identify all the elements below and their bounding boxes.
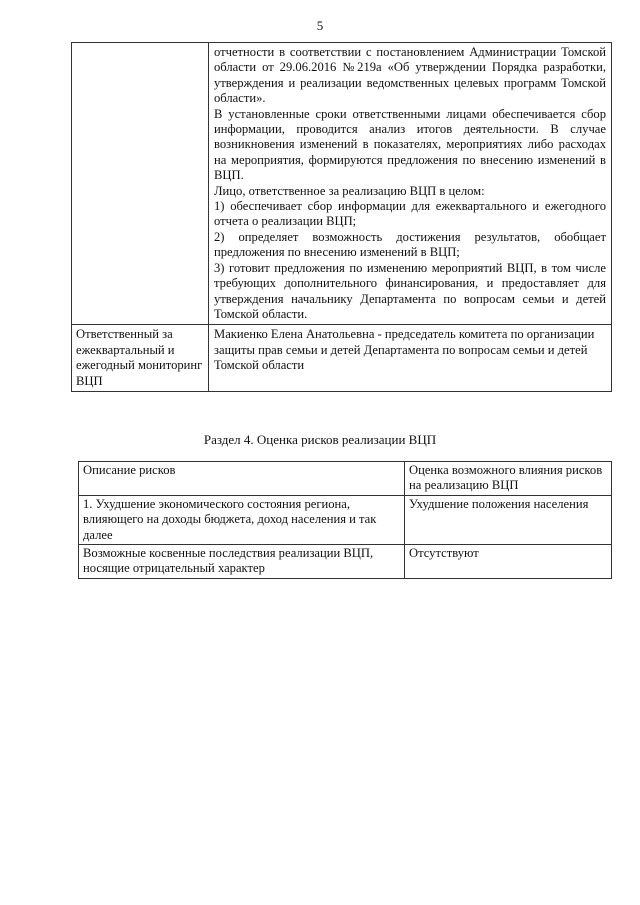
table-row — [79, 495, 612, 544]
table-row — [72, 325, 612, 392]
paragraph: В установленные сроки ответственными лицами обеспечивается сбор информации, проводится анализ итогов деятельности. В случае возникновения изменений в показателях, мероприятиях либо расходах на мероприятия, формируются предложения по внесению изменений в ВЦП. — [214, 106, 606, 183]
risks-table — [78, 461, 612, 579]
paragraph: 3) готовит предложения по изменению мероприятий ВЦП, в том числе требующих дополнительного финансирования, и предоставляет для утверждения начальнику Департамента по вопросам семьи и детей Томской области. — [214, 260, 606, 321]
paragraph: отчетности в соответствии с постановлением Администрации Томской области от 29.06.2016 №219а «Об утверждении Порядка разработки, утверждения и реализации ведомственных целевых программ Томской области». — [214, 45, 606, 106]
table-row — [72, 43, 612, 325]
table-cell: Ухудшение положения населения — [405, 495, 612, 544]
column-header: Оценка возможного влияния рисков на реализацию ВЦП — [405, 462, 612, 496]
column-header: Описание рисков — [79, 462, 405, 496]
program-table — [71, 42, 612, 392]
paragraph: 1) обеспечивает сбор информации для ежеквартального и ежегодного отчета о реализации ВЦП; — [214, 199, 606, 229]
table-cell: 1. Ухудшение экономического состояния региона, влияющего на доходы бюджета, доход населения и так далее — [79, 495, 405, 544]
section-title: Раздел 4. Оценка рисков реализации ВЦП — [203, 432, 437, 447]
paragraph: 2) определяет возможность достижения результатов, обобщает предложения по внесению изменений в ВЦП; — [214, 229, 606, 260]
page-number: 5 — [316, 18, 324, 33]
paragraph: Макиенко Елена Анатольевна - председатель комитета по организации защиты прав семьи и детей Департамента по вопросам семьи и детей Томской области — [214, 327, 595, 373]
table-cell-empty — [72, 43, 209, 325]
table-cell-text — [209, 43, 612, 325]
paragraph: Лицо, ответственное за реализацию ВЦП в целом: — [214, 183, 485, 198]
table-header-row — [79, 462, 612, 496]
table-cell: Возможные косвенные последствия реализации ВЦП, носящие отрицательный характер — [79, 545, 405, 579]
table-row — [79, 545, 612, 579]
table-cell: Отсутствуют — [405, 545, 612, 579]
row-label: Ответственный за ежеквартальный и ежегодный мониторинг ВЦП — [72, 325, 209, 392]
row-value — [209, 325, 612, 392]
